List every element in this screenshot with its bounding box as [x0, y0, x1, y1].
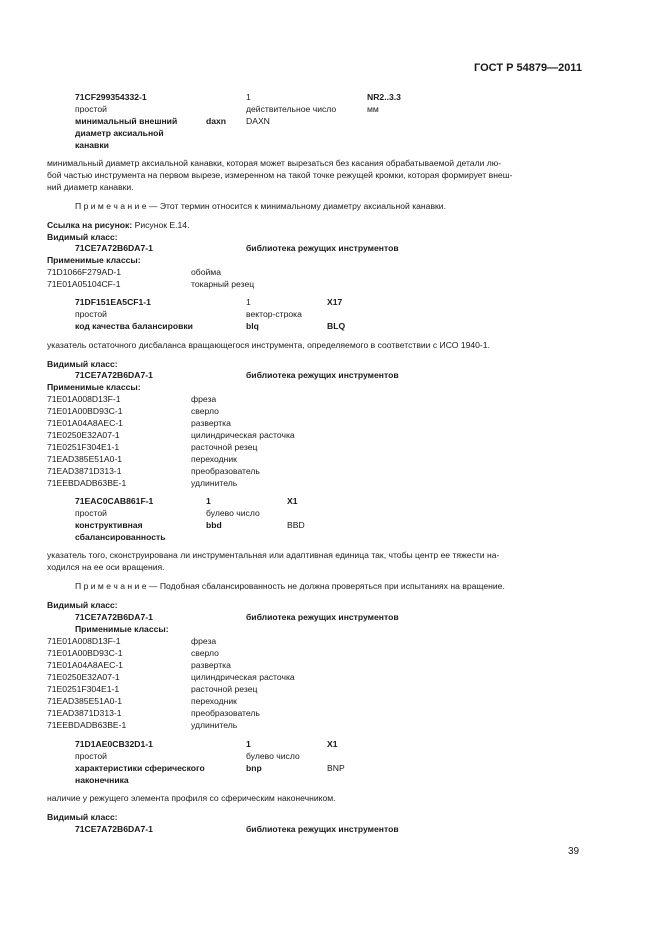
visible-class-label: Видимый класс:	[47, 359, 118, 369]
property-code: 71CF299354332-1	[75, 92, 147, 102]
property-name: конструктивная	[75, 520, 143, 530]
figure-reference	[47, 220, 189, 232]
property-unit: мм	[367, 104, 379, 114]
applicable-class-code: 71E01A00BD93C-1	[47, 406, 123, 416]
property-code: 71D1AE0CB32D1-1	[75, 739, 153, 749]
property-short-name: blq	[246, 321, 259, 331]
applicable-class-code: 71EEBDADB63BE-1	[47, 478, 127, 488]
property-data-type: булево число	[206, 508, 260, 518]
property-reference: X17	[327, 297, 343, 307]
property-symbol: DAXN	[246, 116, 270, 126]
visible-class-name: библиотека режущих инструментов	[246, 824, 399, 834]
property-name-continued: наконечника	[75, 775, 129, 785]
property-data-type: действительное число	[246, 104, 337, 114]
visible-class-name: библиотека режущих инструментов	[246, 612, 399, 622]
property-version: 1	[246, 297, 251, 307]
applicable-class-code: 71D1066F279AD-1	[47, 267, 122, 277]
applicable-class-name: расточной резец	[191, 684, 258, 694]
visible-class-label: Видимый класс:	[47, 232, 118, 242]
property-name: минимальный внешний	[75, 116, 178, 126]
property-code: 71EAC0CAB861F-1	[75, 496, 154, 506]
figure-reference-value: Рисунок Е.14.	[132, 220, 190, 230]
visible-class-code: 71CE7A72B6DA7-1	[75, 612, 153, 622]
figure-reference-label: Ссылка на рисунок:	[47, 220, 133, 230]
property-name-continued: сбалансированность	[75, 532, 166, 542]
property-data-type: булево число	[246, 751, 300, 761]
property-definition: наличие у режущего элемента профиля со сферическим наконечником.	[47, 793, 336, 803]
applicable-class-code: 71EAD385E51A0-1	[47, 696, 123, 706]
property-kind: простой	[75, 104, 107, 114]
note	[75, 581, 505, 593]
applicable-classes-label: Применимые классы:	[47, 255, 141, 265]
property-symbol: BLQ	[327, 321, 346, 331]
applicable-class-name: удлинитель	[191, 720, 238, 730]
note	[75, 201, 446, 213]
applicable-class-name: фреза	[191, 636, 217, 646]
applicable-class-name: удлинитель	[191, 478, 238, 488]
property-reference: X1	[287, 496, 298, 506]
applicable-class-name: переходник	[191, 454, 237, 464]
property-version: 1	[246, 92, 251, 102]
note-text: — Этот термин относится к минимальному диаметру аксиальной канавки.	[146, 201, 446, 211]
applicable-class-name: преобразователь	[191, 466, 260, 476]
applicable-class-code: 71E01A05104CF-1	[47, 279, 121, 289]
property-name: характеристики сферического	[75, 763, 205, 773]
applicable-class-code: 71EAD385E51A0-1	[47, 454, 123, 464]
property-kind: простой	[75, 508, 107, 518]
note-label: П р и м е ч а н и е	[75, 581, 147, 591]
property-definition: минимальный диаметр аксиальной канавки, которая может вырезаться без касания обрабатываемой детали лю-	[47, 158, 502, 168]
applicable-classes-label: Применимые классы:	[75, 624, 169, 634]
property-reference: X1	[327, 739, 338, 749]
applicable-class-code: 71EAD3871D313-1	[47, 466, 122, 476]
property-short-name: bnp	[246, 763, 262, 773]
visible-class-code: 71CE7A72B6DA7-1	[75, 370, 153, 380]
visible-class-label: Видимый класс:	[47, 812, 118, 822]
applicable-class-name: переходник	[191, 696, 237, 706]
property-name-continued: канавки	[75, 140, 109, 150]
applicable-class-name: обойма	[191, 267, 221, 277]
applicable-class-code: 71E0250E32A07-1	[47, 430, 120, 440]
property-definition: указатель остаточного дисбаланса вращающегося инструмента, определяемого в соответствии с ИСО 1940-1.	[47, 340, 490, 350]
property-definition: указатель того, сконструирована ли инструментальная или адаптивная единица так, чтобы центр ее тяжести на-	[47, 550, 500, 560]
applicable-class-code: 71E01A008D13F-1	[47, 636, 121, 646]
visible-class-code: 71CE7A72B6DA7-1	[75, 243, 153, 253]
applicable-class-name: токарный резец	[191, 279, 255, 289]
property-name: код качества балансировки	[75, 321, 193, 331]
property-definition: бой частью инструмента на первом вырезе, измеренном на такой точке режущей кромки, которая формирует внеш-	[47, 170, 513, 180]
property-definition: ходился на ее оси вращения.	[47, 562, 165, 572]
applicable-class-code: 71E01A00BD93C-1	[47, 648, 123, 658]
property-code: 71DF151EA5CF1-1	[75, 297, 151, 307]
applicable-class-code: 71EEBDADB63BE-1	[47, 720, 127, 730]
applicable-class-code: 71E0251F304E1-1	[47, 442, 120, 452]
property-kind: простой	[75, 751, 107, 761]
property-data-type: вектор-строка	[246, 309, 302, 319]
applicable-classes-label: Применимые классы:	[47, 382, 141, 392]
property-name-continued: диаметр аксиальной	[75, 128, 164, 138]
applicable-class-name: преобразователь	[191, 708, 260, 718]
applicable-class-code: 71E01A04A8AEC-1	[47, 418, 123, 428]
visible-class-name: библиотека режущих инструментов	[246, 370, 399, 380]
visible-class-code: 71CE7A72B6DA7-1	[75, 824, 153, 834]
applicable-class-name: цилиндрическая расточка	[191, 430, 295, 440]
visible-class-label: Видимый класс:	[47, 600, 118, 610]
document-header: ГОСТ Р 54879—2011	[474, 62, 582, 74]
applicable-class-name: расточной резец	[191, 442, 258, 452]
applicable-class-code: 71E01A008D13F-1	[47, 394, 121, 404]
property-short-name: daxn	[206, 116, 227, 126]
property-reference: NR2..3.3	[367, 92, 401, 102]
visible-class-name: библиотека режущих инструментов	[246, 243, 399, 253]
applicable-class-code: 71E0250E32A07-1	[47, 672, 120, 682]
applicable-class-code: 71E01A04A8AEC-1	[47, 660, 123, 670]
applicable-class-name: сверло	[191, 406, 219, 416]
property-short-name: bbd	[206, 520, 222, 530]
applicable-class-name: развертка	[191, 660, 231, 670]
applicable-class-code: 71EAD3871D313-1	[47, 708, 122, 718]
property-version: 1	[246, 739, 251, 749]
applicable-class-name: фреза	[191, 394, 217, 404]
property-kind: простой	[75, 309, 107, 319]
page-number: 39	[568, 846, 580, 857]
note-label: П р и м е ч а н и е	[75, 201, 147, 211]
applicable-class-name: сверло	[191, 648, 219, 658]
applicable-class-name: развертка	[191, 418, 231, 428]
property-definition: ний диаметр канавки.	[47, 182, 134, 192]
applicable-class-code: 71E0251F304E1-1	[47, 684, 120, 694]
note-text: — Подобная сбалансированность не должна проверяться при испытаниях на вращение.	[146, 581, 505, 591]
property-version: 1	[206, 496, 211, 506]
property-symbol: BNP	[327, 763, 345, 773]
property-symbol: BBD	[287, 520, 305, 530]
applicable-class-name: цилиндрическая расточка	[191, 672, 295, 682]
